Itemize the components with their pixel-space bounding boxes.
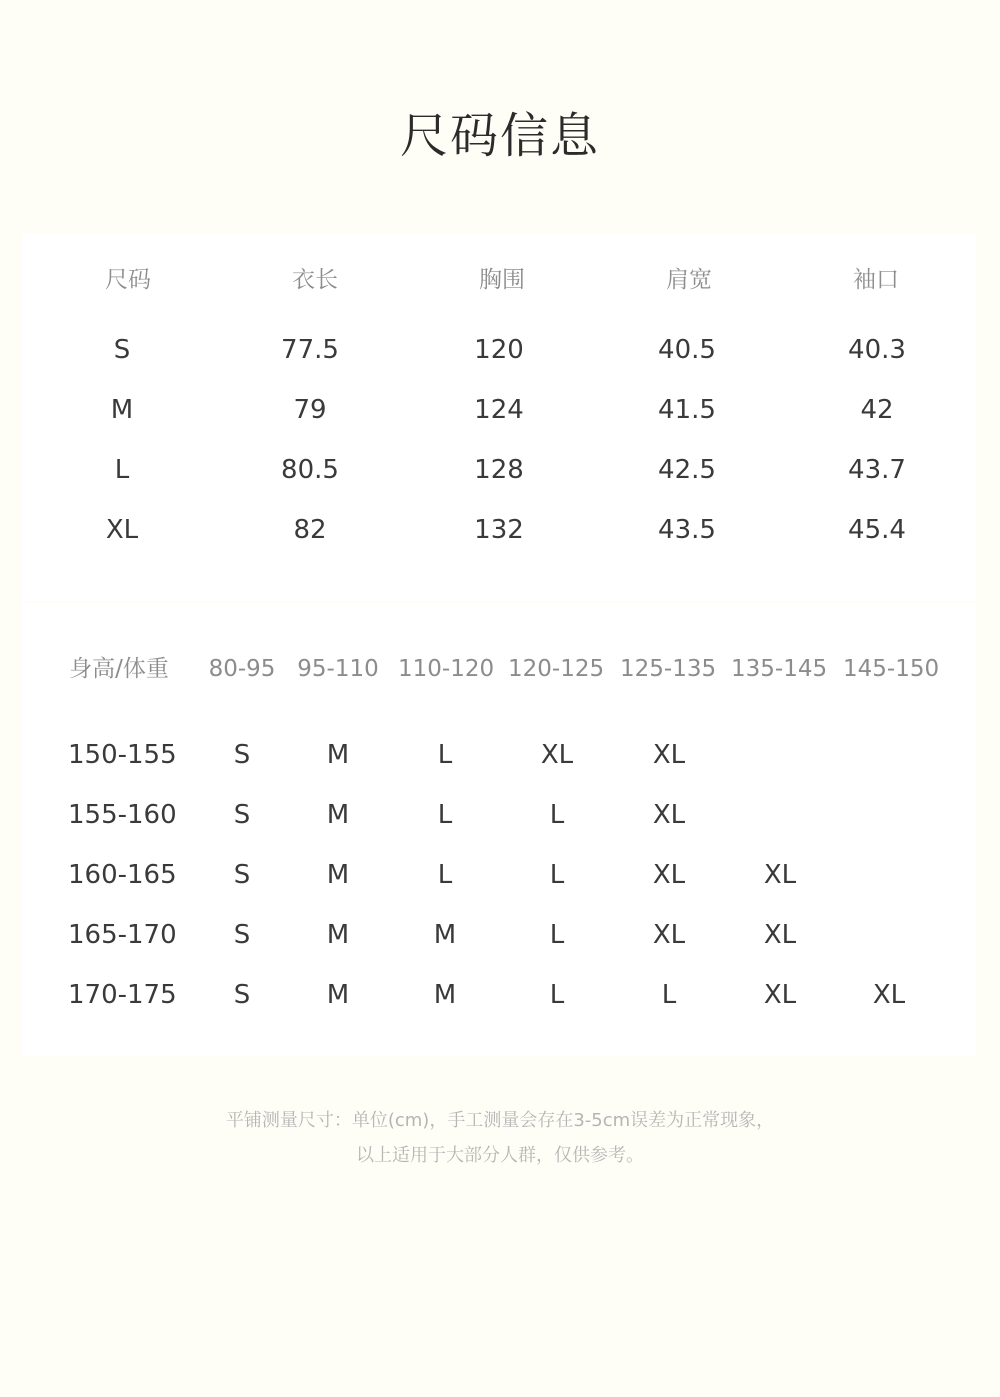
size-cell: M: [433, 920, 457, 950]
shoulder-cell: 42.5: [658, 455, 716, 485]
size-cell: S: [233, 980, 251, 1010]
size-cell: XL: [652, 920, 686, 950]
height-range-cell: 150-155: [68, 740, 177, 770]
size-cell: XL: [105, 515, 139, 545]
size-cell: XL: [763, 980, 797, 1010]
height-range-cell: 160-165: [68, 860, 177, 890]
size-table-card: [22, 234, 976, 601]
header-weight-range: 125-135: [620, 656, 717, 682]
size-cell: S: [113, 335, 131, 365]
size-cell: L: [437, 860, 453, 890]
size-cell: S: [233, 740, 251, 770]
size-cell: L: [549, 980, 565, 1010]
size-cell: XL: [652, 860, 686, 890]
size-cell: S: [233, 920, 251, 950]
table-row: [22, 735, 976, 775]
size-cell: XL: [763, 860, 797, 890]
size-cell: L: [549, 920, 565, 950]
header-weight-range: 110-120: [398, 656, 495, 682]
size-cell: [740, 735, 820, 775]
size-cell: [849, 915, 929, 955]
size-cell: L: [549, 860, 565, 890]
size-cell: [849, 855, 929, 895]
page-title: 尺码信息: [399, 108, 600, 164]
height-range-cell: 170-175: [68, 980, 177, 1010]
size-cell: XL: [652, 740, 686, 770]
size-table-header: [22, 260, 976, 300]
table-row: [22, 855, 976, 895]
fit-table-card: [22, 603, 976, 1056]
shoulder-cell: 40.5: [658, 335, 716, 365]
header-chest: 胸围: [479, 267, 525, 293]
fit-table-header: [22, 649, 976, 689]
size-cell: M: [433, 980, 457, 1010]
size-cell: XL: [872, 980, 906, 1010]
header-cuff: 袖口: [853, 267, 899, 293]
size-cell: M: [326, 980, 350, 1010]
size-cell: M: [326, 800, 350, 830]
table-row: [22, 390, 976, 430]
table-row: [22, 915, 976, 955]
length-cell: 77.5: [281, 335, 339, 365]
cuff-cell: 42: [860, 395, 894, 425]
height-range-cell: 165-170: [68, 920, 177, 950]
chest-cell: 132: [474, 515, 524, 545]
measurement-note: 平铺测量尺寸：单位(cm)，手工测量会存在3-5cm误差为正常现象，: [225, 1110, 775, 1131]
size-cell: [849, 795, 929, 835]
size-cell: L: [437, 740, 453, 770]
table-row: [22, 330, 976, 370]
header-weight-range: 80-95: [208, 656, 276, 682]
usage-note: 以上适用于大部分人群，仅供参考。: [356, 1145, 644, 1166]
shoulder-cell: 43.5: [658, 515, 716, 545]
header-weight-range: 135-145: [731, 656, 828, 682]
header-length: 衣长: [292, 267, 338, 293]
chest-cell: 128: [474, 455, 524, 485]
chest-cell: 120: [474, 335, 524, 365]
table-row: [22, 450, 976, 490]
length-cell: 80.5: [281, 455, 339, 485]
header-shoulder: 肩宽: [666, 267, 712, 293]
size-cell: [740, 795, 820, 835]
chest-cell: 124: [474, 395, 524, 425]
size-cell: M: [326, 740, 350, 770]
table-row: [22, 975, 976, 1015]
size-cell: M: [326, 860, 350, 890]
shoulder-cell: 41.5: [658, 395, 716, 425]
size-cell: S: [233, 860, 251, 890]
size-cell: L: [437, 800, 453, 830]
size-cell: XL: [652, 800, 686, 830]
size-cell: XL: [540, 740, 574, 770]
length-cell: 79: [293, 395, 327, 425]
size-cell: S: [233, 800, 251, 830]
table-row: [22, 795, 976, 835]
size-cell: L: [549, 800, 565, 830]
size-cell: L: [661, 980, 677, 1010]
cuff-cell: 45.4: [848, 515, 906, 545]
header-weight-range: 95-110: [297, 656, 379, 682]
size-cell: M: [326, 920, 350, 950]
header-weight-range: 145-150: [843, 656, 940, 682]
size-cell: XL: [763, 920, 797, 950]
length-cell: 82: [293, 515, 327, 545]
size-cell: L: [114, 455, 130, 485]
cuff-cell: 43.7: [848, 455, 906, 485]
size-cell: [849, 735, 929, 775]
header-weight-range: 120-125: [508, 656, 605, 682]
header-size: 尺码: [105, 267, 151, 293]
header-height-weight: 身高/体重: [69, 656, 169, 682]
table-row: [22, 510, 976, 550]
cuff-cell: 40.3: [848, 335, 906, 365]
height-range-cell: 155-160: [68, 800, 177, 830]
size-cell: M: [110, 395, 134, 425]
